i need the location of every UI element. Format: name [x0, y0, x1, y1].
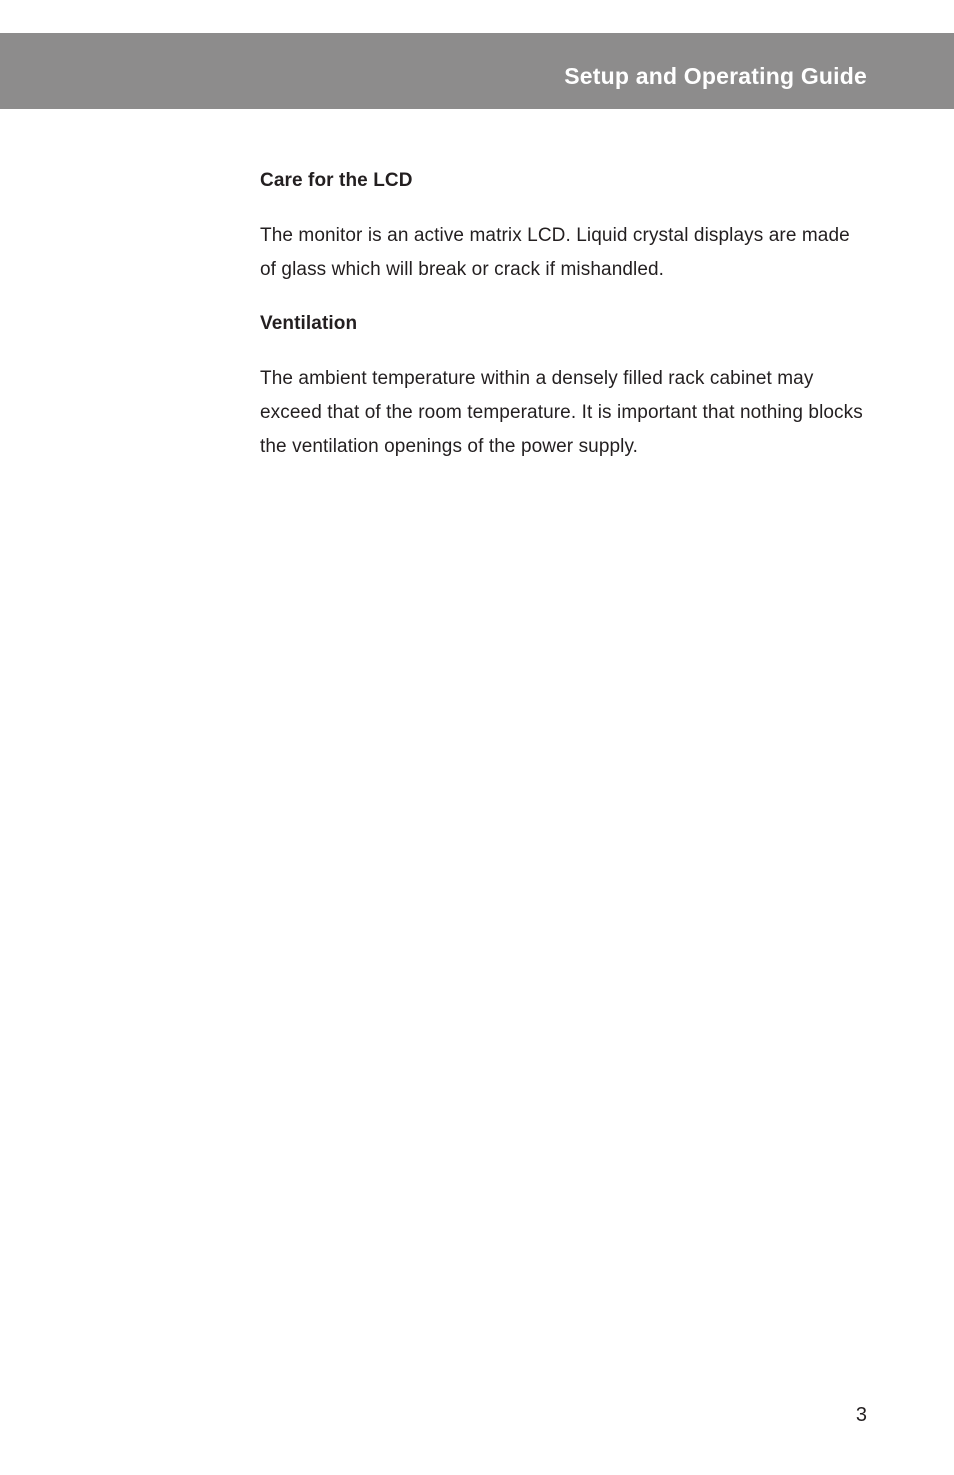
main-content: [260, 168, 870, 464]
section-ventilation: [260, 311, 870, 464]
section-body: The monitor is an active matrix LCD. Liquid crystal displays are made of glass which will break or crack if mishandled.: [260, 225, 850, 280]
section-body: The ambient temperature within a densely filled rack cabinet may exceed that of the room temperature. It is important that nothing blocks the ventilation openings of the power supply.: [260, 368, 863, 457]
section-heading: Care for the LCD: [260, 170, 413, 191]
section-heading: Ventilation: [260, 313, 358, 334]
page-number: 3: [855, 1404, 867, 1426]
page-title: Setup and Operating Guide: [564, 63, 867, 89]
section-care-for-lcd: [260, 168, 870, 287]
header-band: [0, 33, 954, 109]
